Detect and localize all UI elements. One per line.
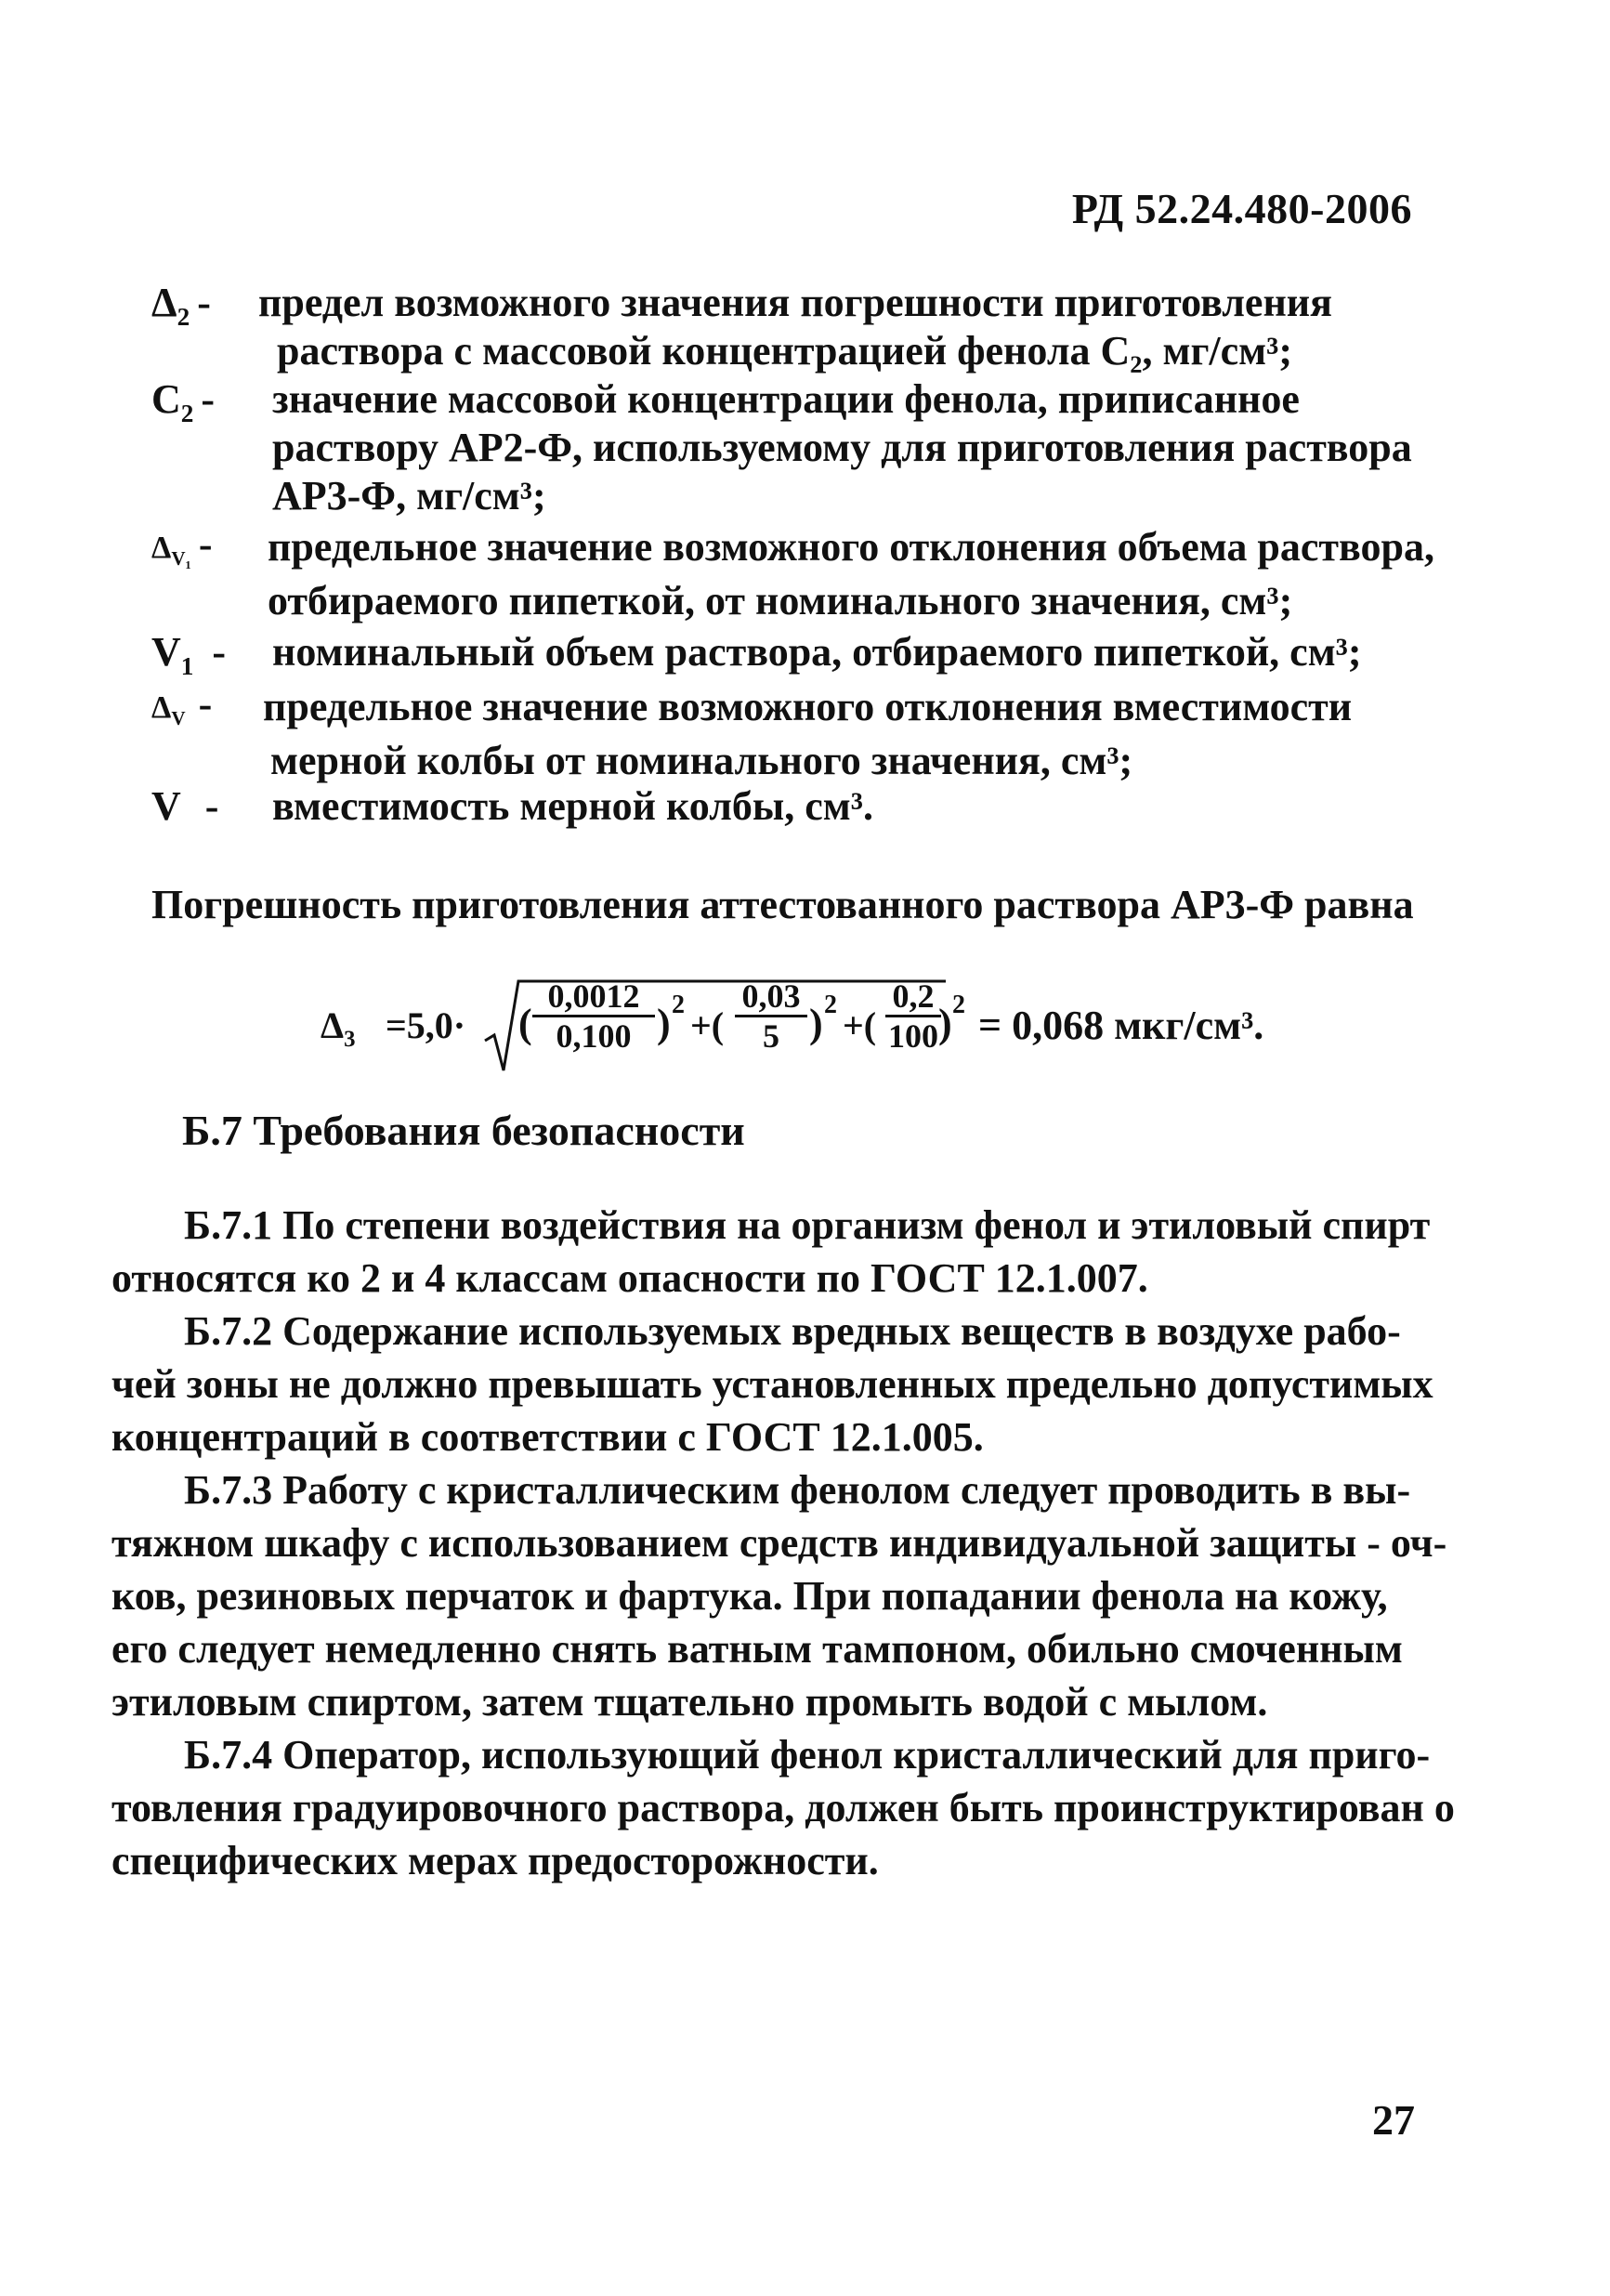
definition-text: предел возможного значения погрешности приготовления xyxy=(258,280,1332,325)
formula-lhs: $\Delta_3$ xyxy=(321,1004,356,1052)
definition-text: АР3-Ф, мг/см³; xyxy=(272,473,546,518)
formula-result: = 0,068 мкг/см³. xyxy=(978,1003,1264,1048)
definition-text: значение массовой концентрации фенола, приписанное xyxy=(272,376,1300,422)
definition-text: вместимость мерной колбы, см³. xyxy=(272,783,873,829)
definition-text: номинальный объем раствора, отбираемого пипеткой, см³; xyxy=(272,629,1362,675)
definitions-list xyxy=(151,279,1452,834)
document-code: РД 52.24.480-2006 xyxy=(1071,185,1412,232)
fraction-2: $\frac{0,03}{5}$ xyxy=(735,977,807,1055)
definition-text: отбираемого пипеткой, от номинального значения, см³; xyxy=(268,578,1293,623)
paragraph-b74: Б.7.4 Оператор, использующий фенол кристаллический для приго- товления градуировочного раствора, должен быть проинструктирован о специфических мерах предосторожности. xyxy=(111,1732,1455,1883)
paragraph-b73: Б.7.3 Работу с кристаллическим фенолом следует проводить в вы- тяжном шкафу с использованием средств индивидуальной защиты - оч- ков, резиновых перчаток и фартука. При попадании фенола на кожу, его следует немедленно снять ватным тампоном, обильно смоченным этиловым спиртом, затем тщательно промыть водой с мылом. xyxy=(111,1467,1447,1725)
section-heading: Б.7 Требования безопасности xyxy=(182,1107,745,1154)
definition-v-1 xyxy=(151,628,1452,680)
definition-symbol: V - xyxy=(151,783,219,829)
error-formula: $\Delta_3$ =5,0· ( $\frac{0,0012}{0,100}$ ) 2 +( $\frac{0,03}{5}$ ) 2 +( $\frac{0,2}{100}$ ) 2 = 0,068 мкг/см³. xyxy=(321,957,1342,1078)
safety-requirements-text xyxy=(111,1199,1455,1887)
definition-symbol: $V_1$ - xyxy=(151,629,227,680)
formula-coefficient: =5,0· xyxy=(386,1004,466,1046)
fraction-3: $\frac{0,2}{100}$ xyxy=(885,977,941,1055)
intro-sentence: Погрешность приготовления аттестованного раствора АР3-Ф равна xyxy=(151,882,1414,927)
definition-delta-2 xyxy=(151,279,1452,375)
definition-symbol: $\Delta_{V_1}$ - xyxy=(151,521,213,570)
definition-delta-v1 xyxy=(151,520,1452,628)
definition-text: предельное значение возможного отклонения объема раствора, xyxy=(268,524,1434,570)
definition-symbol: $С_2$ - xyxy=(151,376,216,427)
definition-text: предельное значение возможного отклонения вместимости xyxy=(263,684,1353,729)
definition-symbol: $\Delta_V$ - xyxy=(151,681,213,729)
definition-delta-v xyxy=(151,680,1452,782)
definition-v xyxy=(151,782,1452,834)
fraction-1: $\frac{0,0012}{0,100}$ xyxy=(532,977,655,1055)
definition-symbol: $\Delta_2$ - xyxy=(151,280,211,331)
paragraph-b72: Б.7.2 Содержание используемых вредных веществ в воздухе рабо- чей зоны не должно превышать установленных предельно допустимых концентраций в соответствии с ГОСТ 12.1.005. xyxy=(111,1308,1433,1460)
definition-text: мерной колбы от номинального значения, см³; xyxy=(270,738,1133,783)
definition-c-2 xyxy=(151,375,1452,520)
definition-text: раствору АР2-Ф, используемому для приготовления раствора xyxy=(272,425,1412,470)
paragraph-b71: Б.7.1 По степени воздействия на организм фенол и этиловый спирт относятся ко 2 и 4 классам опасности по ГОСТ 12.1.007. xyxy=(111,1202,1431,1301)
definition-text: раствора с массовой концентрацией фенола С₂, мг/см³; xyxy=(277,328,1292,374)
page-number: 27 xyxy=(1372,2096,1415,2144)
